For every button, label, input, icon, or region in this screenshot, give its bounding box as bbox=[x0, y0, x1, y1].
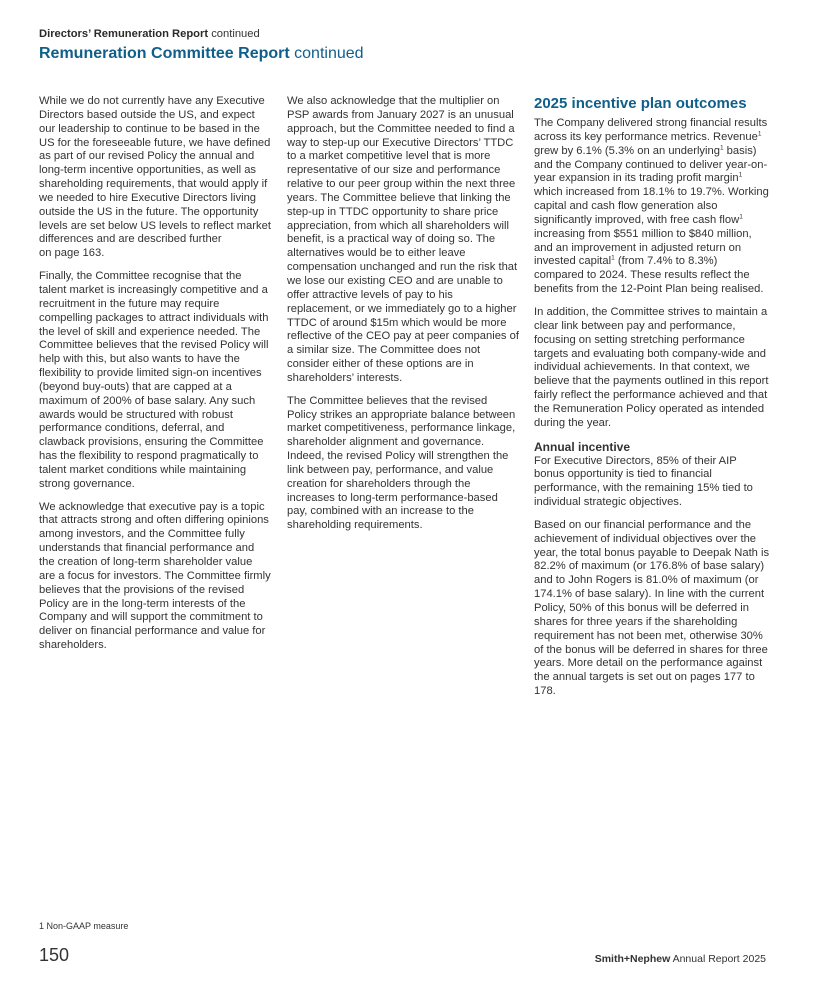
section-continued: continued bbox=[211, 28, 260, 40]
footnote-marker: 1 bbox=[719, 143, 724, 151]
paragraph: Based on our financial performance and the achievement of individual objectives over the year, the total bonus payable to Deepak Nath is 82.2% of maximum (or 176.8% of base salary) and to John Rogers is 81.0% of maximum (or 174.1% of base salary). In line with the current Policy, 50% of this bonus will be deferred in shares for three years if the shareholding requirement has not been met, otherwise 30% of the bonus will be deferred in shares for three years. More detail on the performance against the annual targets is set out on pages 177 to 178. bbox=[534, 518, 770, 698]
paragraph: The Company delivered strong financial results across its key performance metrics. Revenue$^1$ grew by 6.1% (5.3% on an underlying$^1$ basis) and the Company continued to deliver year-on-year expansion in its trading profit margin$^1$ which increased from 18.1% to 19.7%. Working capital and cash flow generation also significantly improved, with free cash flow$^1$ increasing from $551 million to $840 million, and an improvement in adjusted return on invested capital$^1$ (from 7.4% to 8.3%) compared to 2024. These results reflect the benefits from the 12-Point Plan being realised. bbox=[534, 117, 769, 296]
footnote-marker: 1 bbox=[738, 171, 743, 179]
footnote-marker: 1 bbox=[757, 130, 762, 138]
footnote-marker: 1 bbox=[739, 213, 743, 221]
paragraph: For Executive Directors, 85% of their AIP bonus opportunity is tied to financial performance, with the remaining 15% tied to individual strategic objectives. bbox=[534, 454, 753, 509]
brand-name: Smith+Nephew bbox=[594, 953, 671, 965]
paragraph: Finally, the Committee recognise that the talent market is increasingly competitive and a recruitment in the future may require compelling packages to attract individuals with the level of skill and experience needed. The Committee believes that the revised Policy will help with this, but also wants to have the flexibility to provide limited sign-on incentives (beyond buy-outs) that are capped at a maximum of 200% of base salary. Any such awards would be structured with robust performance conditions, deferral, and clawback provisions, ensuring the Committee has the flexibility to respond pragmatically to talent market conditions while maintaining strong governance. bbox=[39, 270, 269, 490]
column-left bbox=[39, 95, 271, 662]
paragraph: We acknowledge that executive pay is a topic that attracts strong and often differing opinions among investors, and the Committee fully understands that financial performance and the creation of long-term shareholder value are a focus for investors. The Committee firmly believes that the provisions of the revised Policy are in the long-term interests of the Company and will support the commitment to deliver on financial performance and value for shareholders. bbox=[39, 500, 271, 652]
paragraph: We also acknowledge that the multiplier on PSP awards from January 2027 is an unusual approach, but the Committee needed to find a way to step-up our Executive Directors’ TTDC to a market competitive level that is more representative of our size and performance relative to our peer group within the next three years. The Committee believe that linking the step-up in TTDC opportunity to share price appreciation, from which all shareholders will benefit, is a practical way of doing so. The alternatives would be to either leave compensation unchanged and run the risk that we lose our existing CEO and are unable to offer attractive levels of pay to his replacement, or we immediately go to a higher TTDC of around $15m which would be more reflective of the CEO pay at peer companies of a similar size. The Committee does not consider either of these options are in shareholders’ interests. bbox=[287, 95, 519, 384]
footer-brand bbox=[595, 953, 766, 965]
footnote: 1 Non-GAAP measure bbox=[39, 921, 129, 931]
paragraph: The Committee believes that the revised Policy strikes an appropriate balance between market competitiveness, performance linkage, shareholder alignment and governance. Indeed, the revised Policy will strengthen the link between pay, performance, and value creation for shareholders through the increases to long-term performance-based pay, combined with an increase to the shareholding requirements. bbox=[287, 394, 516, 532]
page-title-text: Remuneration Committee Report bbox=[39, 45, 290, 62]
footnote-marker: 1 bbox=[611, 254, 615, 262]
subsection-title-annual-incentive: Annual incentive bbox=[534, 439, 631, 454]
section-title-incentive-outcomes: 2025 incentive plan outcomes bbox=[534, 95, 747, 112]
section-name: Directors’ Remuneration Report bbox=[39, 28, 209, 40]
page-number: 150 bbox=[39, 945, 70, 965]
paragraph: In addition, the Committee strives to maintain a clear link between pay and performance, focusing on setting stretching performance targets and evaluating both company-wide and individual achievements. In that context, we believe that the payments outlined in this report fairly reflect the performance achieved and that the Remuneration Policy operated as intended during the year. bbox=[534, 305, 769, 429]
section-header bbox=[39, 28, 260, 40]
report-name: Annual Report 2025 bbox=[672, 953, 766, 965]
column-right bbox=[534, 95, 770, 708]
paragraph: While we do not currently have any Executive Directors based outside the US, and expect our leadership to continue to be based in the US for the foreseeable future, we have defined as part of our revised Policy the annual and long-term incentive opportunities, as well as shareholding requirements, that would apply if we needed to hire Executive Directors living outside the US in the future. The opportunity levels are set below US levels to reflect market differences and are described further on page 163. bbox=[39, 95, 271, 260]
page-title bbox=[39, 45, 364, 63]
column-middle bbox=[287, 95, 519, 542]
page-title-continued: continued bbox=[294, 45, 364, 62]
